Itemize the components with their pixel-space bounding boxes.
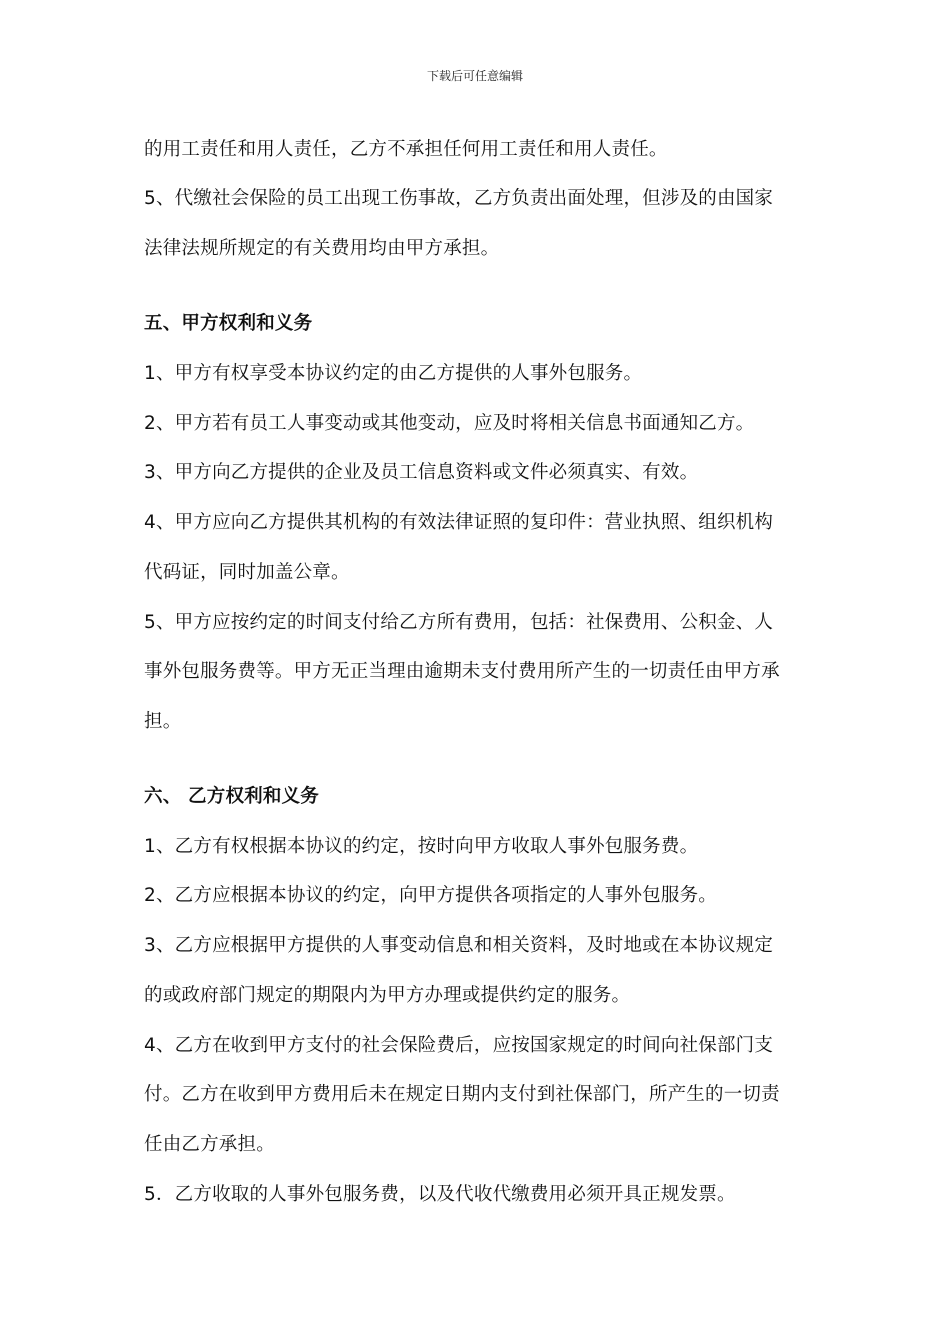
paragraph-line: 的用工责任和用人责任，乙方不承担任何用工责任和用人责任。	[144, 139, 668, 160]
section-heading-party-a: 五、甲方权利和义务	[144, 313, 313, 334]
paragraph-line: 事外包服务费等。甲方无正当理由逾期未支付费用所产生的一切责任由甲方承	[144, 661, 780, 682]
paragraph-line: 5、代缴社会保险的员工出现工伤事故，乙方负责出面处理，但涉及的由国家	[144, 188, 774, 209]
paragraph-line: 5、甲方应按约定的时间支付给乙方所有费用，包括：社保费用、公积金、人	[144, 612, 774, 633]
paragraph-line: 2、乙方应根据本协议的约定，向甲方提供各项指定的人事外包服务。	[144, 885, 717, 906]
paragraph-line: 2、甲方若有员工人事变动或其他变动，应及时将相关信息书面通知乙方。	[144, 413, 755, 434]
paragraph-line: 法律法规所规定的有关费用均由甲方承担。	[144, 238, 500, 259]
paragraph-line: 5．乙方收取的人事外包服务费，以及代收代缴费用必须开具正规发票。	[144, 1184, 736, 1205]
paragraph-line: 3、乙方应根据甲方提供的人事变动信息和相关资料，及时地或在本协议规定	[144, 935, 774, 956]
paragraph-line: 的或政府部门规定的期限内为甲方办理或提供约定的服务。	[144, 985, 631, 1006]
paragraph-line: 担。	[144, 711, 182, 732]
paragraph-line: 1、乙方有权根据本协议的约定，按时向甲方收取人事外包服务费。	[144, 836, 699, 857]
paragraph-line: 4、乙方在收到甲方支付的社会保险费后，应按国家规定的时间向社保部门支	[144, 1035, 774, 1056]
paragraph-line: 1、甲方有权享受本协议约定的由乙方提供的人事外包服务。	[144, 363, 643, 384]
paragraph-line: 3、甲方向乙方提供的企业及员工信息资料或文件必须真实、有效。	[144, 462, 699, 483]
paragraph-line: 任由乙方承担。	[144, 1134, 275, 1155]
paragraph-line: 代码证，同时加盖公章。	[144, 562, 350, 583]
section-heading-party-b: 六、 乙方权利和义务	[144, 786, 319, 807]
page-header-note: 下载后可任意编辑	[426, 69, 523, 83]
paragraph-line: 付。乙方在收到甲方费用后未在规定日期内支付到社保部门，所产生的一切责	[144, 1084, 780, 1105]
paragraph-line: 4、甲方应向乙方提供其机构的有效法律证照的复印件：营业执照、组织机构	[144, 512, 774, 533]
